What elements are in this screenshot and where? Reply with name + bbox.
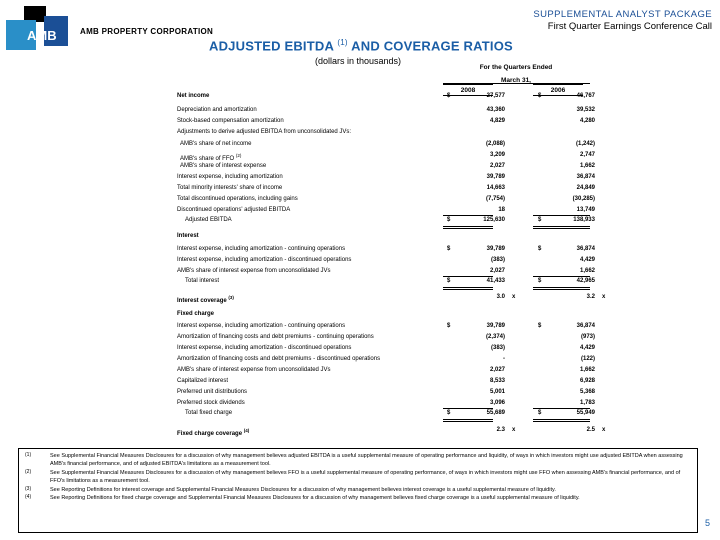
currency-symbol: $ — [447, 217, 451, 223]
value-col-1: 39,789 — [486, 323, 505, 329]
value-col-2: 6,928 — [579, 378, 595, 384]
value-col-1: 43,360 — [486, 107, 505, 113]
ratio-unit: x — [512, 294, 516, 300]
row-label: Preferred stock dividends — [177, 400, 245, 406]
row-label: Amortization of financing costs and debt premiums - continuing operations — [177, 334, 374, 340]
value-col-1: 5,001 — [489, 389, 505, 395]
footnote-ref: (4) — [243, 428, 250, 433]
row-label: AMB's share of interest expense — [180, 163, 267, 169]
value-col-1: 41,433 — [486, 278, 505, 284]
currency-symbol: $ — [447, 278, 451, 284]
year-col-1: 2008 — [443, 84, 493, 96]
package-title: SUPPLEMENTAL ANALYST PACKAGE — [533, 9, 712, 20]
row-label: AMB's share of net income — [180, 141, 252, 147]
value-col-1: - — [503, 356, 505, 362]
value-col-2: 2.5 — [586, 427, 595, 433]
currency-symbol: $ — [447, 323, 451, 329]
value-col-1: 2,027 — [489, 268, 505, 274]
footnote-text: See Supplemental Financial Measures Disclosures for a discussion of why management believes adjusted EBITDA is a useful supplemental measure of operating performance and liquidity, of ways in which investors might use adjusted EBITDA when assessing AMB's financial performance, and of adjusted EBITDA's limitations as a measurement tool. — [50, 453, 683, 468]
value-col-2: 3.2 — [586, 294, 595, 300]
table-row-depreciation — [177, 105, 597, 116]
footnote-ref: (3) — [228, 295, 234, 300]
currency-symbol: $ — [447, 93, 451, 99]
currency-symbol: $ — [447, 246, 451, 252]
value-col-2: 5,368 — [579, 389, 595, 395]
value-col-1: 2.3 — [496, 427, 505, 433]
row-label: Interest expense, including amortization - discontinued operations — [177, 345, 352, 351]
title-footnote-ref: (1) — [337, 38, 348, 47]
row-label: Adjustments to derive adjusted EBITDA from unconsolidated JVs: — [177, 129, 352, 135]
value-col-2: 1,783 — [579, 400, 595, 406]
currency-symbol: $ — [538, 278, 542, 284]
table-row-discontinued — [177, 194, 597, 205]
row-label: Total minority interests' share of income — [177, 185, 283, 191]
row-label — [177, 292, 234, 307]
section-heading: Fixed charge — [177, 311, 215, 317]
value-col-1: 3.0 — [496, 294, 505, 300]
table-row-amb-interest — [177, 161, 597, 172]
value-col-2: 1,662 — [579, 367, 595, 373]
table-row-adjusted-ebitda — [177, 215, 597, 226]
section-heading: Interest — [177, 233, 199, 239]
period-line2: March 31, — [501, 77, 531, 84]
row-label: Total interest — [185, 278, 220, 284]
total-double-rule — [533, 226, 590, 229]
value-col-2: 138,933 — [573, 217, 595, 223]
table-row-int-cont — [177, 244, 597, 255]
row-label: Interest expense, including amortization - continuing operations — [177, 246, 346, 252]
value-col-1: 8,533 — [489, 378, 505, 384]
value-col-2: 36,874 — [576, 174, 595, 180]
value-col-1: 2,027 — [489, 367, 505, 373]
value-col-2: 55,949 — [576, 410, 595, 416]
value-col-1: 39,789 — [486, 174, 505, 180]
footnote-number: (3) — [25, 485, 32, 492]
row-label: Depreciation and amortization — [177, 107, 257, 113]
period-line1: For the Quarters Ended — [479, 64, 553, 71]
value-col-2: 1,662 — [579, 163, 595, 169]
ratio-unit: x — [602, 427, 606, 433]
value-col-1: 27,577 — [486, 93, 505, 99]
footnote-ref: (2) — [235, 153, 242, 158]
footnote-number: (1) — [25, 452, 32, 458]
table-row-amb-ffo — [177, 150, 597, 161]
value-col-1: 39,789 — [486, 246, 505, 252]
currency-symbol: $ — [538, 246, 542, 252]
company-name: AMB PROPERTY CORPORATION — [80, 27, 214, 36]
footnote-4 — [25, 494, 691, 502]
value-col-1: (2,088) — [485, 141, 505, 147]
row-label: Interest expense, including amortization — [177, 174, 283, 180]
value-col-2: (30,285) — [572, 196, 595, 202]
value-col-2: 4,429 — [579, 257, 595, 263]
row-label — [177, 425, 249, 440]
package-header — [533, 9, 712, 33]
title-part2: AND COVERAGE RATIOS — [351, 38, 513, 54]
table-row-fc-jv — [177, 365, 597, 376]
total-double-rule — [443, 287, 493, 290]
value-col-2: 13,749 — [576, 207, 595, 213]
footnote-3 — [25, 486, 691, 494]
value-col-2: 1,662 — [579, 268, 595, 274]
table-row-total-fixed — [177, 408, 597, 419]
value-col-1: 18 — [498, 207, 505, 213]
title-part1: ADJUSTED EBITDA — [209, 38, 334, 54]
value-col-2: 36,874 — [576, 323, 595, 329]
table-row-fc-int-cont — [177, 321, 597, 332]
logo-text: AMB — [27, 28, 57, 43]
value-col-2: 46,767 — [576, 93, 595, 99]
value-col-2: 4,429 — [579, 345, 595, 351]
table-row-interest-expense — [177, 172, 597, 183]
table-row-interest-header — [177, 231, 597, 242]
currency-symbol: $ — [538, 323, 542, 329]
currency-symbol: $ — [538, 93, 542, 99]
page-subtitle: (dollars in thousands) — [315, 56, 402, 66]
table-row-fixed-header — [177, 309, 597, 320]
amb-logo — [6, 6, 68, 50]
value-col-2: 39,532 — [576, 107, 595, 113]
value-col-2: 2,747 — [579, 152, 595, 158]
row-label: Total discontinued operations, including gains — [177, 196, 298, 202]
value-col-1: 4,829 — [489, 118, 505, 124]
row-label: AMB's share of interest expense from unconsolidated JVs — [177, 367, 331, 373]
table-row-fc-int-disc — [177, 343, 597, 354]
value-col-2: 36,874 — [576, 246, 595, 252]
package-subtitle: First Quarter Earnings Conference Call — [547, 21, 712, 32]
table-row-cap-interest — [177, 376, 597, 387]
value-col-2: 4,280 — [579, 118, 595, 124]
footnote-text: See Supplemental Financial Measures Disclosures for a discussion of why management believes FFO is a useful supplemental measure of operating performance, of ways in which investors might use FFO when assessing AMB's financial performance, and of FFO's limitations as a measurement tool. — [50, 469, 681, 485]
table-row-fixed-coverage — [177, 425, 606, 437]
table-row-total-interest — [177, 276, 597, 287]
total-double-rule — [533, 287, 590, 290]
value-col-1: 3,209 — [489, 152, 505, 158]
table-row-int-disc — [177, 255, 597, 266]
currency-symbol: $ — [447, 410, 451, 416]
row-label: Total fixed charge — [185, 410, 233, 416]
value-col-1: (383) — [490, 345, 505, 351]
table-row-fc-amort-disc — [177, 354, 597, 365]
header-rule — [443, 83, 590, 84]
total-double-rule — [443, 419, 493, 422]
row-label: AMB's share of interest expense from unconsolidated JVs — [177, 268, 331, 274]
value-col-1: 3,096 — [489, 400, 505, 406]
row-label: Stock-based compensation amortization — [177, 118, 284, 124]
footnote-text: See Reporting Definitions for interest coverage and Supplemental Financial Measures Disclosures for a discussion of why management believes interest coverage is a useful supplemental measure of liquidity. — [50, 486, 556, 493]
row-label: Net income — [177, 93, 210, 99]
page-number: 5 — [705, 518, 711, 528]
table-row-stock-comp — [177, 116, 597, 127]
value-col-1: (2,374) — [485, 334, 505, 340]
total-double-rule — [533, 419, 590, 422]
row-label: Amortization of financing costs and debt premiums - discontinued operations — [177, 356, 381, 362]
page-title — [209, 38, 513, 53]
footnote-2 — [25, 469, 691, 486]
row-label: Adjusted EBITDA — [185, 217, 232, 223]
value-col-1: 55,689 — [486, 410, 505, 416]
value-col-1: 125,630 — [483, 217, 505, 223]
value-col-2: 24,849 — [576, 185, 595, 191]
table-row-adjustments-header — [177, 127, 597, 138]
table-row-minority — [177, 183, 597, 194]
footnote-text: See Reporting Definitions for fixed charge coverage and Supplemental Financial Measures Disclosures for a discussion of why management believes fixed charge coverage is a useful supplemental measure of liquidity. — [50, 495, 580, 502]
value-col-2: (122) — [580, 356, 595, 362]
value-col-2: 42,965 — [576, 278, 595, 284]
row-label: Capitalized interest — [177, 378, 229, 384]
value-col-1: 2,027 — [489, 163, 505, 169]
currency-symbol: $ — [538, 410, 542, 416]
total-double-rule — [443, 226, 493, 229]
ratio-unit: x — [602, 294, 606, 300]
row-label: Preferred unit distributions — [177, 389, 248, 395]
table-row-fc-amort-cont — [177, 332, 597, 343]
footnote-number: (4) — [25, 494, 32, 501]
table-row-net-income — [177, 91, 597, 102]
value-col-2: (973) — [580, 334, 595, 340]
currency-symbol: $ — [538, 217, 542, 223]
label-text: AMB's share of FFO — [180, 156, 235, 162]
footnote-1 — [25, 452, 691, 469]
value-col-1: (383) — [490, 257, 505, 263]
value-col-2: (1,242) — [575, 141, 595, 147]
footnote-number: (2) — [25, 468, 32, 475]
year-col-2: 2006 — [533, 84, 583, 96]
value-col-1: 14,663 — [486, 185, 505, 191]
table-row-amb-net-income — [177, 139, 597, 150]
value-col-1: (7,754) — [485, 196, 505, 202]
table-row-pref-unit — [177, 387, 597, 398]
row-label: Interest expense, including amortization - discontinued operations — [177, 257, 352, 263]
row-label: Discontinued operations' adjusted EBITDA — [177, 207, 291, 213]
table-row-interest-coverage — [177, 292, 606, 304]
ratio-unit: x — [512, 427, 516, 433]
label-text: Fixed charge coverage — [177, 431, 243, 437]
label-text: Interest coverage — [177, 298, 227, 304]
row-label: Interest expense, including amortization - continuing operations — [177, 323, 346, 329]
footnotes-box — [18, 448, 698, 533]
